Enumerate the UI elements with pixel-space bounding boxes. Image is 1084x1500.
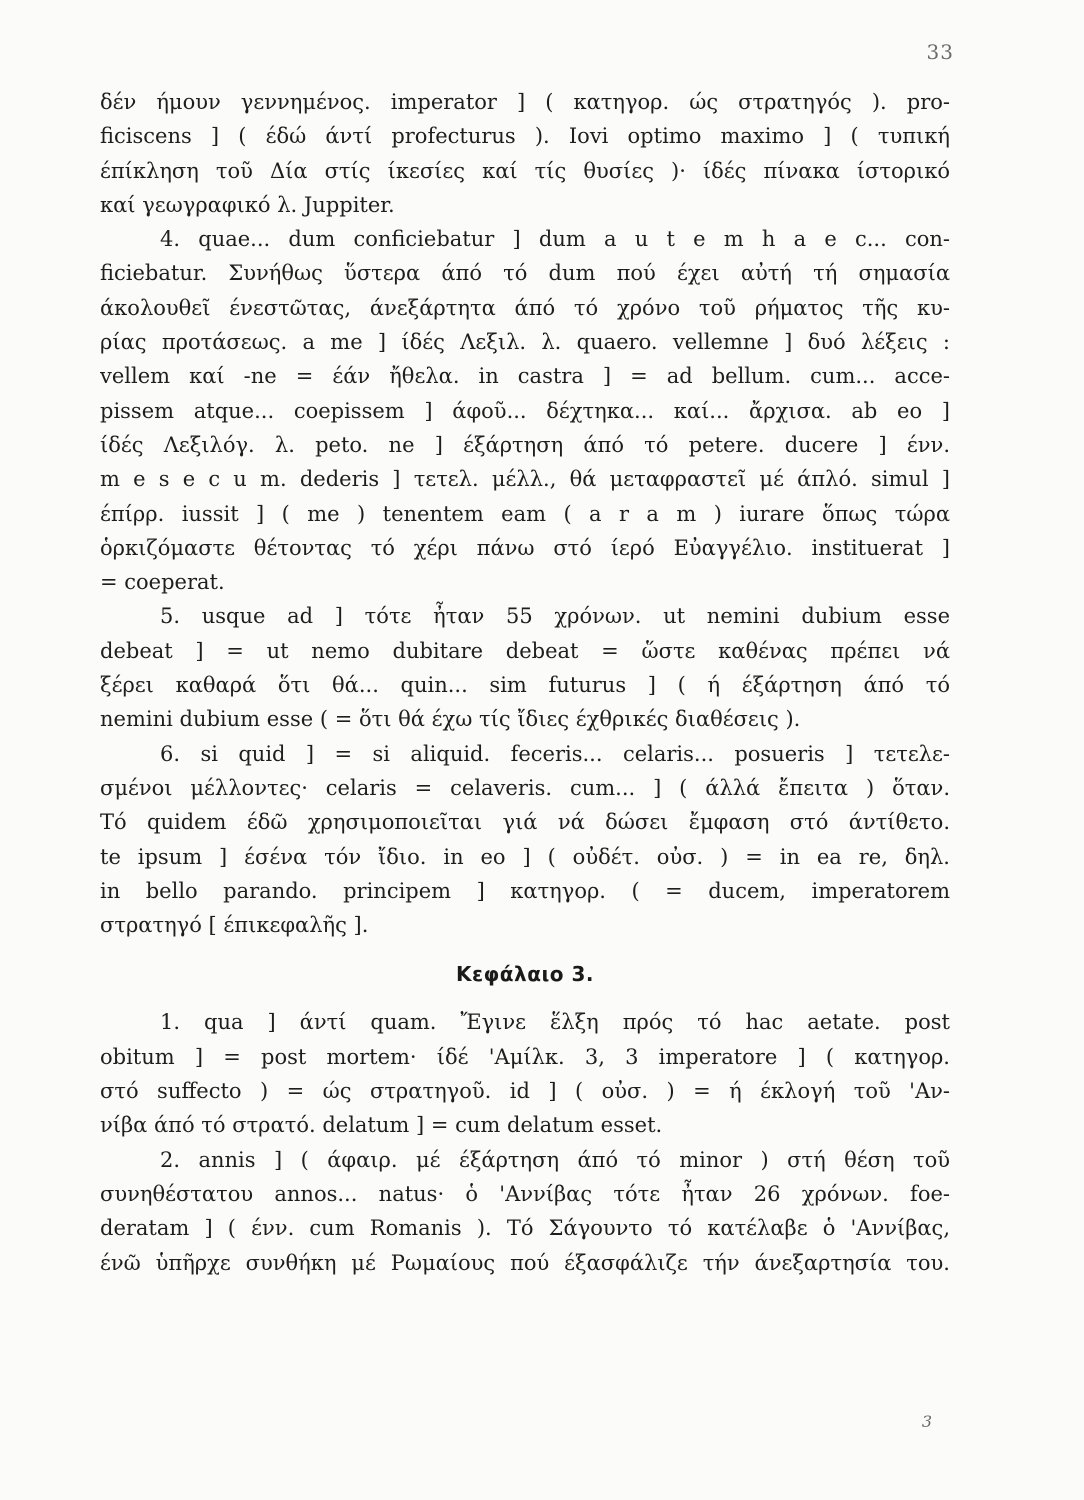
text-line: debeat ] = ut nemo dubitare debeat = ὥστε καθένας πρέπει νά <box>100 638 950 663</box>
text-line: 6. si quid ] = si aliquid. feceris... celaris... posueris ] τετελε- <box>160 741 950 766</box>
text-line: ίδές Λεξιλόγ. λ. peto. ne ] έξάρτηση άπό τό petere. ducere ] ένν. <box>100 432 950 457</box>
text-line: έπίκληση τοῦ Δία στίς ίκεσίες καί τίς θυσίες )· ίδές πίνακα ίστορικό <box>100 158 950 183</box>
text-line: 4. quae... dum conficiebatur ] dum a u t e m h a e c... con- <box>160 227 950 252</box>
text-line: deratam ] ( ένν. cum Romanis ). Τό Σάγουντο τό κατέλαβε ὁ 'Αννίβας, <box>100 1216 950 1241</box>
text-line: στό suffecto ) = ώς στρατηγοῦ. id ] ( οὐσ. ) = ή έκλογή τοῦ 'Αν- <box>100 1079 950 1104</box>
text-line: ficiebatur. Συνήθως ὕστερα άπό τό dum πού έχει αὐτή τή σημασία <box>100 261 950 286</box>
commentary-body <box>100 85 950 1280</box>
text-line: άκολουθεῖ ένεστῶτας, άνεξάρτητα άπό τό χρόνο τοῦ ρήματος τῆς κυ- <box>100 295 950 320</box>
text-line: ficiscens ] ( έδώ άντί profecturus ). Iovi optimo maximo ] ( τυπική <box>100 124 950 149</box>
paragraph-1 <box>100 85 950 222</box>
text-line: σμένοι μέλλοντες· celaris = celaveris. cum... ] ( άλλά ἔπειτα ) ὅταν. <box>100 775 950 800</box>
page-number: 33 <box>926 40 954 64</box>
paragraph-3 <box>100 599 950 736</box>
text-line: έπίρρ. iussit ] ( me ) tenentem eam ( a r a m ) iurare ὅπως τώρα <box>100 501 950 526</box>
paragraph-2 <box>100 222 950 599</box>
text-line: στρατηγό [ έπικεφαλῆς ]. <box>100 913 369 938</box>
text-line: 1. qua ] άντί quam. Ἔγινε ἕλξη πρός τό hac aetate. post <box>160 1010 950 1035</box>
paragraph-4 <box>100 737 950 943</box>
text-line: νίβα άπό τό στρατό. delatum ] = cum delatum esset. <box>100 1113 663 1138</box>
text-line: ξέρει καθαρά ὅτι θά... quin... sim futurus ] ( ή έξάρτηση άπό τό <box>100 673 950 698</box>
text-line: ὁρκιζόμαστε θέτοντας τό χέρι πάνω στό ίερό Εὐαγγέλιο. instituerat ] <box>100 535 950 560</box>
text-line: nemini dubium esse ( = ὅτι θά έχω τίς ἴδιες έχθρικές διαθέσεις ). <box>100 707 801 732</box>
text-line: καί γεωγραφικό λ. Juppiter. <box>100 192 395 217</box>
text-line: obitum ] = post mortem· ίδέ 'Αμίλκ. 3, 3 imperatore ] ( κατηγορ. <box>100 1044 950 1069</box>
signature-mark: 3 <box>921 1412 932 1431</box>
text-line: Τό quidem έδῶ χρησιμοποιεῖται γιά νά δώσει ἔμφαση στό άντίθετο. <box>100 810 950 835</box>
text-line: pissem atque... coepissem ] άφοῦ... δέχτηκα... καί... ἄρχισα. ab eo ] <box>100 398 950 423</box>
text-line: συνηθέστατου annos... natus· ὁ 'Αννίβας τότε ἦταν 26 χρόνων. foe- <box>100 1181 950 1206</box>
chapter-paragraph-2 <box>100 1143 950 1280</box>
text-line: 5. usque ad ] τότε ἦταν 55 χρόνων. ut nemini dubium esse <box>160 604 950 629</box>
text-line: = coeperat. <box>100 570 225 595</box>
text-line: in bello parando. principem ] κατηγορ. ( = ducem, imperatorem <box>100 878 950 903</box>
text-line: δέν ήμουν γεννημένος. imperator ] ( κατηγορ. ώς στρατηγός ). pro- <box>100 90 950 114</box>
text-line: ρίας προτάσεως. a me ] ίδές Λεξιλ. λ. quaero. vellemne ] δυό λέξεις : <box>100 330 950 355</box>
text-line: 2. annis ] ( άφαιρ. μέ έξάρτηση άπό τό minor ) στή θέση τοῦ <box>160 1147 950 1172</box>
text-line: vellem καί -ne = έάν ἤθελα. in castra ] = ad bellum. cum... acce- <box>100 364 950 389</box>
chapter-heading-row <box>100 942 950 1005</box>
text-line: m e s e c u m. dederis ] τετελ. μέλλ., θά μεταφραστεῖ μέ άπλό. simul ] <box>100 467 950 492</box>
chapter-heading: Κεφάλαιο 3. <box>456 961 594 986</box>
chapter-paragraph-1 <box>100 1005 950 1142</box>
text-line: te ipsum ] έσένα τόν ἴδιο. in eo ] ( οὐδέτ. οὐσ. ) = in ea re, δηλ. <box>100 844 950 869</box>
text-line: ένῶ ὑπῆρχε συνθήκη μέ Ρωμαίους πού έξασφάλιζε τήν άνεξαρτησία του. <box>100 1250 950 1275</box>
